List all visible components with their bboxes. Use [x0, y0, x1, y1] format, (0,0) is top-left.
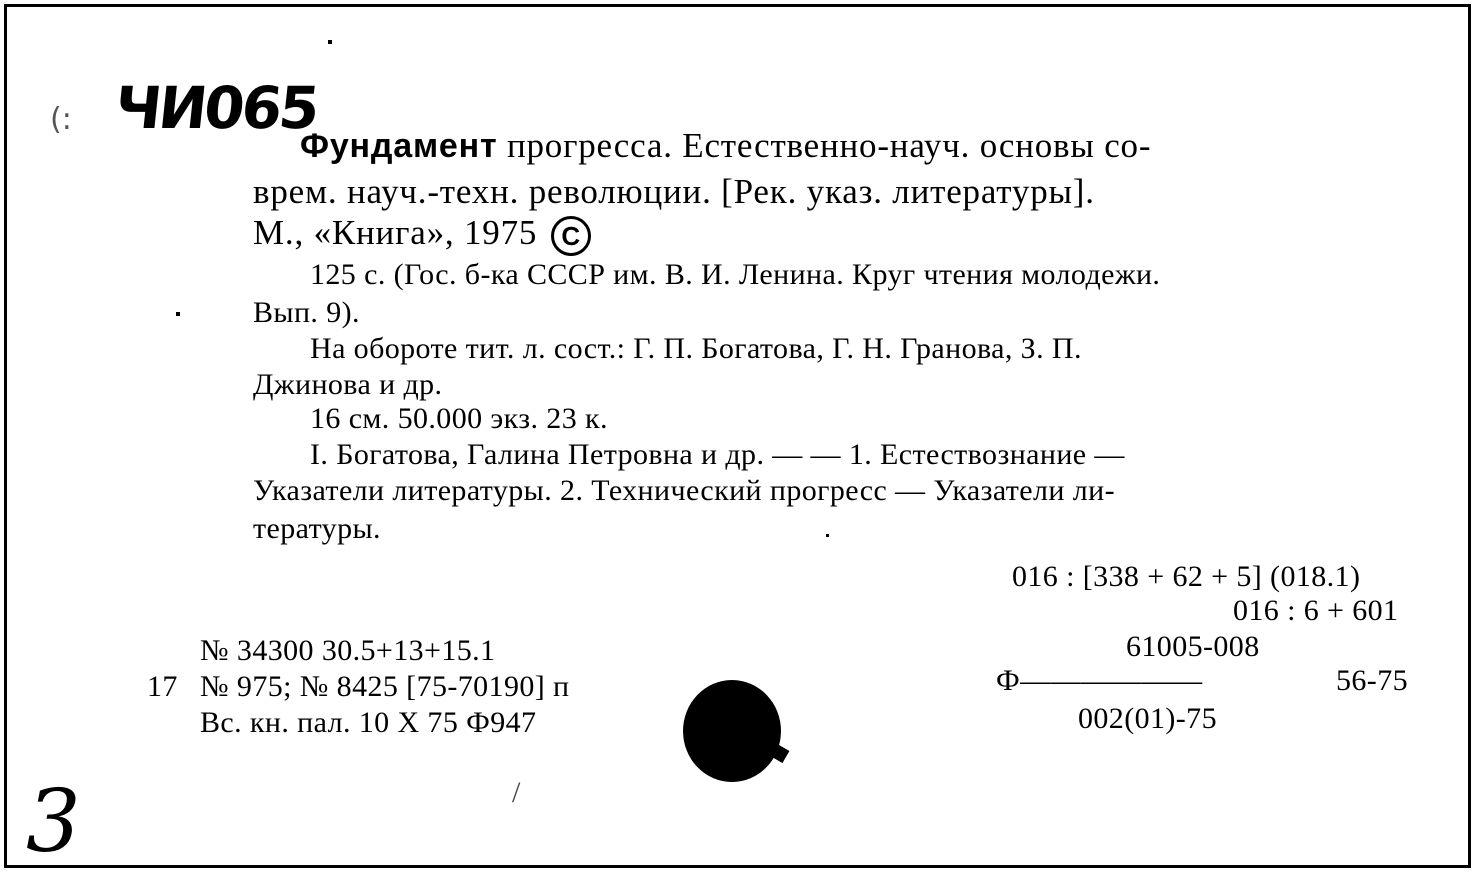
- title-lead-word: Фундамент: [300, 127, 498, 165]
- collation-line: 125 с. (Гос. б-ка СССР им. В. И. Ленина. Круг чтения молодежи.: [310, 258, 1161, 291]
- speck: [826, 534, 829, 537]
- registry-line-3: Вс. кн. пал. 10 X 75 Ф947: [200, 706, 537, 739]
- tracing-line-1: I. Богатова, Галина Петровна и др. — — 1. Естествознание —: [310, 438, 1125, 471]
- stray-mark: /: [512, 776, 521, 809]
- classification-number: 56-75: [1336, 664, 1408, 697]
- tracing-line-3: тературы.: [253, 512, 381, 545]
- registry-line-1: № 34300 30.5+13+15.1: [200, 634, 496, 667]
- title-line-1: [300, 126, 1424, 166]
- tracing-line-2: Указатели литературы. 2. Технический прогресс — Указатели ли-: [253, 474, 1115, 507]
- registry-prefix: 17: [147, 670, 178, 703]
- copyright-icon: C: [551, 216, 591, 256]
- classification-code-bottom: 002(01)-75: [1078, 702, 1217, 735]
- margin-mark: (:: [50, 102, 72, 137]
- classification-code-top: 61005-008: [1126, 630, 1260, 663]
- speck: [328, 40, 332, 44]
- collation-line-2: Вып. 9).: [253, 296, 360, 329]
- compilers-line: На обороте тит. л. сост.: Г. П. Богатова, Г. Н. Гранова, З. П.: [310, 332, 1082, 365]
- udc-code-1: 016 : [338 + 62 + 5] (018.1): [1012, 560, 1361, 593]
- title-line-2: врем. науч.-техн. революции. [Рек. указ. литературы].: [253, 172, 1095, 211]
- imprint-text: М., «Книга», 1975: [253, 213, 538, 252]
- handwritten-inventory-id: ЧИ065: [111, 74, 321, 142]
- title-line-1-rest: прогресса. Естественно-науч. основы со-: [506, 126, 1152, 165]
- punch-hole: [683, 680, 781, 782]
- speck: [176, 312, 180, 316]
- udc-code-2: 016 : 6 + 601: [1233, 594, 1399, 627]
- registry-line-2: № 975; № 8425 [75-70190] п: [200, 670, 570, 703]
- handwritten-corner-digit: 3: [26, 772, 81, 872]
- classification-letter: Ф——————: [996, 664, 1203, 697]
- compilers-line-2: Джинова и др.: [253, 368, 443, 401]
- format-line: 16 см. 50.000 экз. 23 к.: [310, 402, 608, 435]
- imprint-line: [253, 213, 591, 256]
